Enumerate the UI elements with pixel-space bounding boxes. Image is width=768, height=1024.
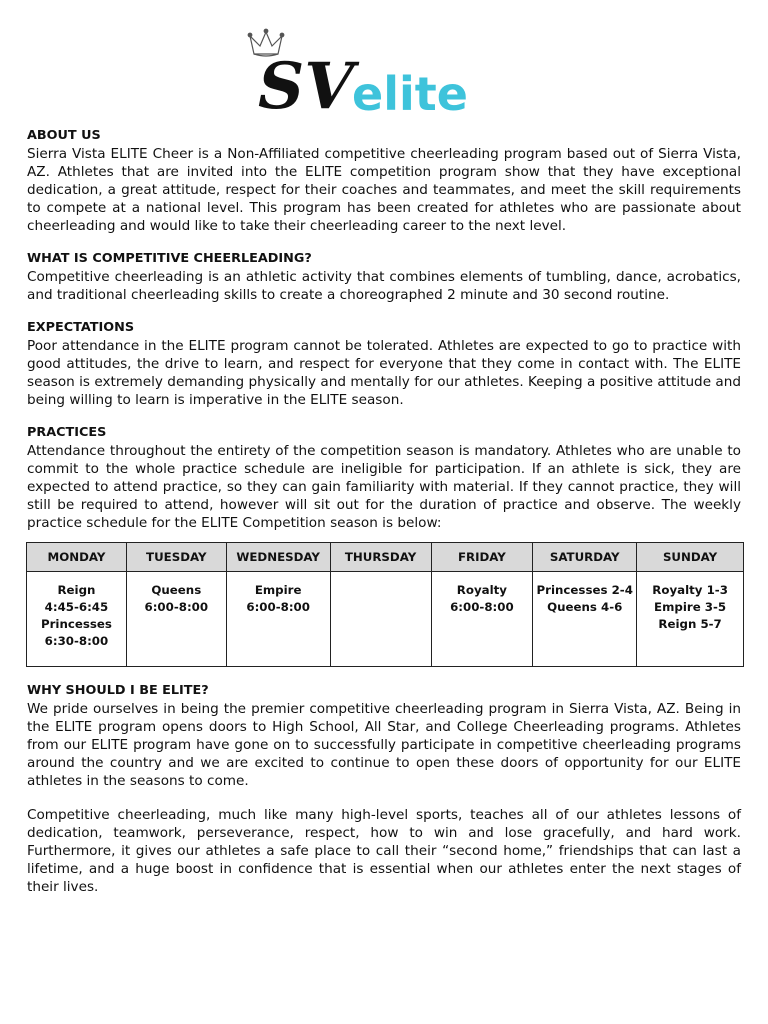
day-header: TUESDAY — [126, 543, 226, 572]
schedule-entry: Reign — [57, 583, 96, 597]
practices-heading: PRACTICES — [27, 425, 107, 440]
why-text-2: Competitive cheerleading, much like many high-level sports, teaches all of our athletes lessons of dedication, teamwork, perseverance, respect, how to win and lose gracefully, and hard work. Furthermore, it gives our athletes a safe place to call their “second home,” friendships that can last a lifetime, and a huge boost in confidence that is essential when our athletes enter the next stages of their lives. — [27, 807, 741, 895]
about-text: Sierra Vista ELITE Cheer is a Non-Affiliated competitive cheerleading program based out of Sierra Vista, AZ. Athletes that are invited into the ELITE competition program show that they have exceptional dedication, a great attitude, respect for their coaches and teammates, and meet the skill requirements to compete at a national level. This program has been created for athletes who are passionate about cheerleading and would like to take their cheerleading career to the next level. — [27, 146, 741, 234]
schedule-entry: Queens 4-6 — [547, 600, 623, 614]
schedule-entry: Queens — [151, 583, 202, 597]
day-header: FRIDAY — [431, 543, 533, 572]
practice-schedule-table — [26, 542, 744, 667]
practices-text: Attendance throughout the entirety of the competition season is mandatory. Athletes who are unable to commit to the whole practice schedule are ineligible for participation. If an athlete is sick, they are expected to attend practice, so they can gain familiarity with material. If they cannot practice, they will still be required to attend, however will sit out for the duration of practice and observe. The weekly practice schedule for the ELITE Competition season is below: — [27, 443, 741, 531]
tuesday-cell — [126, 572, 226, 667]
schedule-row — [27, 572, 744, 667]
day-header: SUNDAY — [637, 543, 744, 572]
friday-cell — [431, 572, 533, 667]
why-text: We pride ourselves in being the premier competitive cheerleading program in Sierra Vista, AZ. Being in the ELITE program opens doors to High School, All Star, and College Cheerleading programs. Athletes from our ELITE program have gone on to successfully participate in competitive cheerleading programs around the country and we are excited to continue to open these doors of opportunity for our ELITE athletes in the seasons to come. — [27, 701, 741, 789]
schedule-entry: 6:30-8:00 — [44, 634, 109, 648]
schedule-entry: 6:00-8:00 — [246, 600, 310, 614]
document-body — [27, 128, 741, 896]
expectations-heading: EXPECTATIONS — [27, 320, 135, 335]
schedule-entry: Reign 5-7 — [658, 617, 722, 631]
day-header: WEDNESDAY — [226, 543, 330, 572]
saturday-cell — [533, 572, 637, 667]
wednesday-cell — [226, 572, 330, 667]
why-heading: WHY SHOULD I BE ELITE? — [27, 683, 209, 698]
sv-elite-logo — [240, 28, 500, 124]
sunday-cell — [637, 572, 744, 667]
monday-cell — [27, 572, 127, 667]
schedule-entry: Empire 3-5 — [654, 600, 727, 614]
logo-script-text: SV — [258, 49, 354, 124]
schedule-entry: Princesses — [40, 617, 112, 631]
schedule-entry: Princesses 2-4 — [536, 583, 633, 597]
schedule-entry: 6:00-8:00 — [144, 600, 209, 614]
schedule-entry: Empire — [254, 583, 302, 597]
schedule-entry: Royalty 1-3 — [652, 583, 728, 597]
logo-elite-text: elite — [352, 67, 468, 121]
about-heading: ABOUT US — [27, 128, 101, 143]
thursday-cell — [330, 572, 431, 667]
expectations-text: Poor attendance in the ELITE program cannot be tolerated. Athletes are expected to go to practice with good attitudes, the drive to learn, and respect for everyone that they come in contact with. The ELITE season is extremely demanding physically and mentally for our athletes. Keeping a positive attitude and being willing to learn is imperative in the ELITE season. — [27, 338, 741, 408]
schedule-entry: 6:00-8:00 — [450, 600, 514, 614]
day-header: THURSDAY — [330, 543, 431, 572]
what-is-text: Competitive cheerleading is an athletic activity that combines elements of tumbling, dance, acrobatics, and traditional cheerleading skills to create a choreographed 2 minute and 30 second routine. — [27, 269, 741, 303]
day-header: MONDAY — [27, 543, 127, 572]
schedule-header-row — [27, 543, 744, 572]
schedule-entry: Royalty — [456, 583, 507, 597]
what-is-heading: WHAT IS COMPETITIVE CHEERLEADING? — [27, 251, 312, 266]
schedule-entry: 4:45-6:45 — [44, 600, 109, 614]
day-header: SATURDAY — [533, 543, 637, 572]
